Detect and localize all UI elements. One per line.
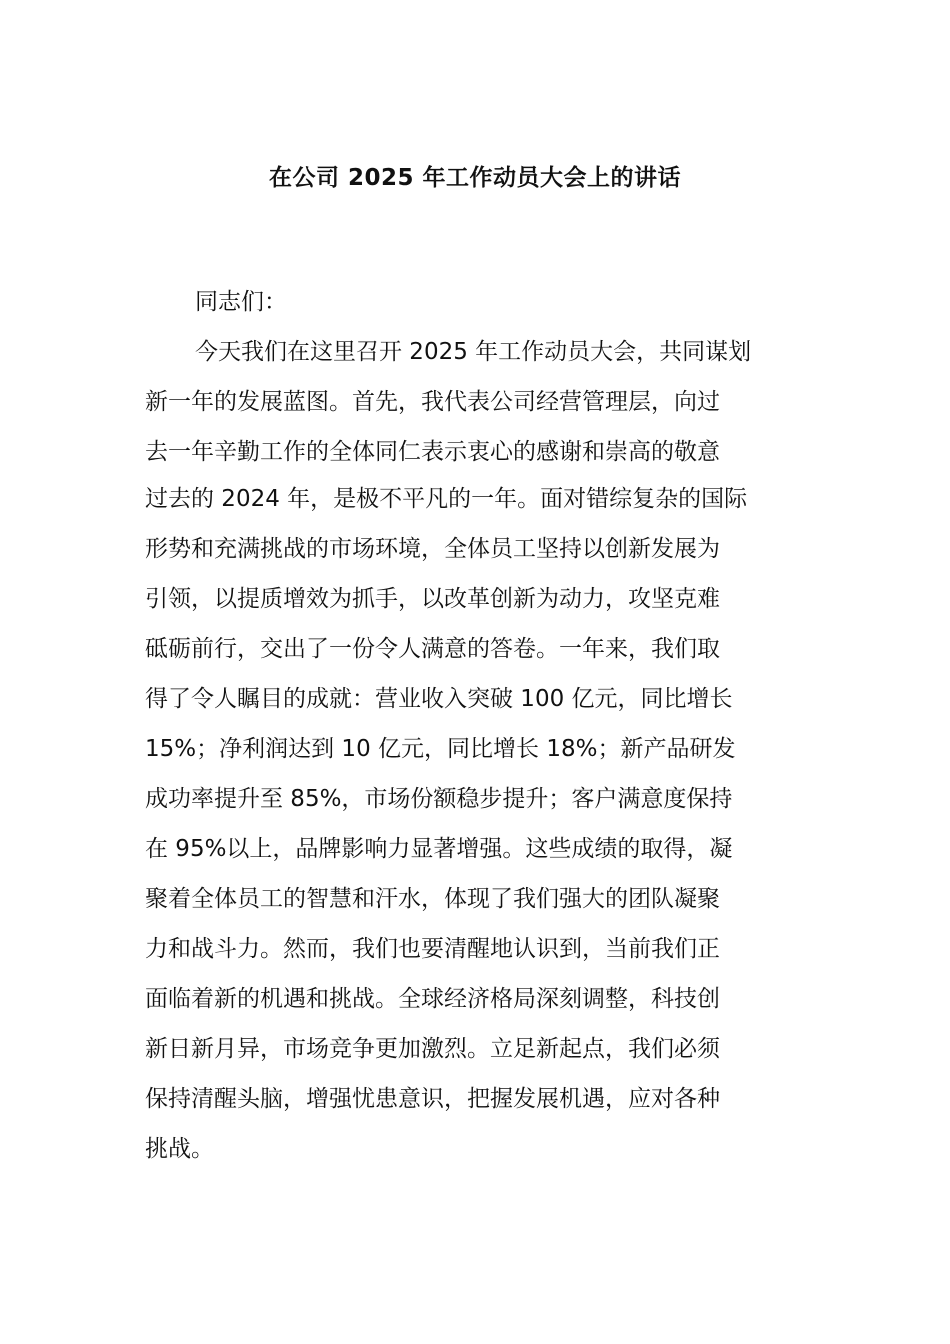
body-line-13: 力和战斗力。然而，我们也要清醒地认识到，当前我们正 <box>145 936 720 962</box>
body-line-11: 在 95%以上，品牌影响力显著增强。这些成绩的取得，凝 <box>145 836 733 862</box>
body-line-9: 15%；净利润达到 10 亿元，同比增长 18%；新产品研发 <box>145 736 736 762</box>
body-line-16: 保持清醒头脑，增强忧患意识，把握发展机遇，应对各种 <box>145 1086 720 1112</box>
body-line-15: 新日新月异，市场竞争更加激烈。立足新起点，我们必须 <box>145 1036 720 1062</box>
body-line-5: 形势和充满挑战的市场环境，全体员工坚持以创新发展为 <box>145 536 720 562</box>
body-line-4: 过去的 2024 年，是极不平凡的一年。面对错综复杂的国际 <box>145 486 748 512</box>
document-title: 在公司 2025 年工作动员大会上的讲话 <box>268 165 682 191</box>
body-line-14: 面临着新的机遇和挑战。全球经济格局深刻调整，科技创 <box>145 986 720 1012</box>
salutation: 同志们： <box>195 289 287 315</box>
body-line-12: 聚着全体员工的智慧和汗水，体现了我们强大的团队凝聚 <box>145 886 720 912</box>
body-line-6: 引领，以提质增效为抓手，以改革创新为动力，攻坚克难 <box>145 586 720 612</box>
body-line-7: 砥砺前行，交出了一份令人满意的答卷。一年来，我们取 <box>145 636 720 662</box>
body-line-3: 去一年辛勤工作的全体同仁表示衷心的感谢和崇高的敬意 <box>145 439 720 465</box>
body-line-17: 挑战。 <box>145 1136 214 1162</box>
body-line-1: 今天我们在这里召开 2025 年工作动员大会，共同谋划 <box>195 339 752 365</box>
body-line-8: 得了令人瞩目的成就：营业收入突破 100 亿元，同比增长 <box>145 686 733 712</box>
body-line-2: 新一年的发展蓝图。首先，我代表公司经营管理层，向过 <box>145 389 720 415</box>
body-line-10: 成功率提升至 85%，市场份额稳步提升；客户满意度保持 <box>145 786 733 812</box>
